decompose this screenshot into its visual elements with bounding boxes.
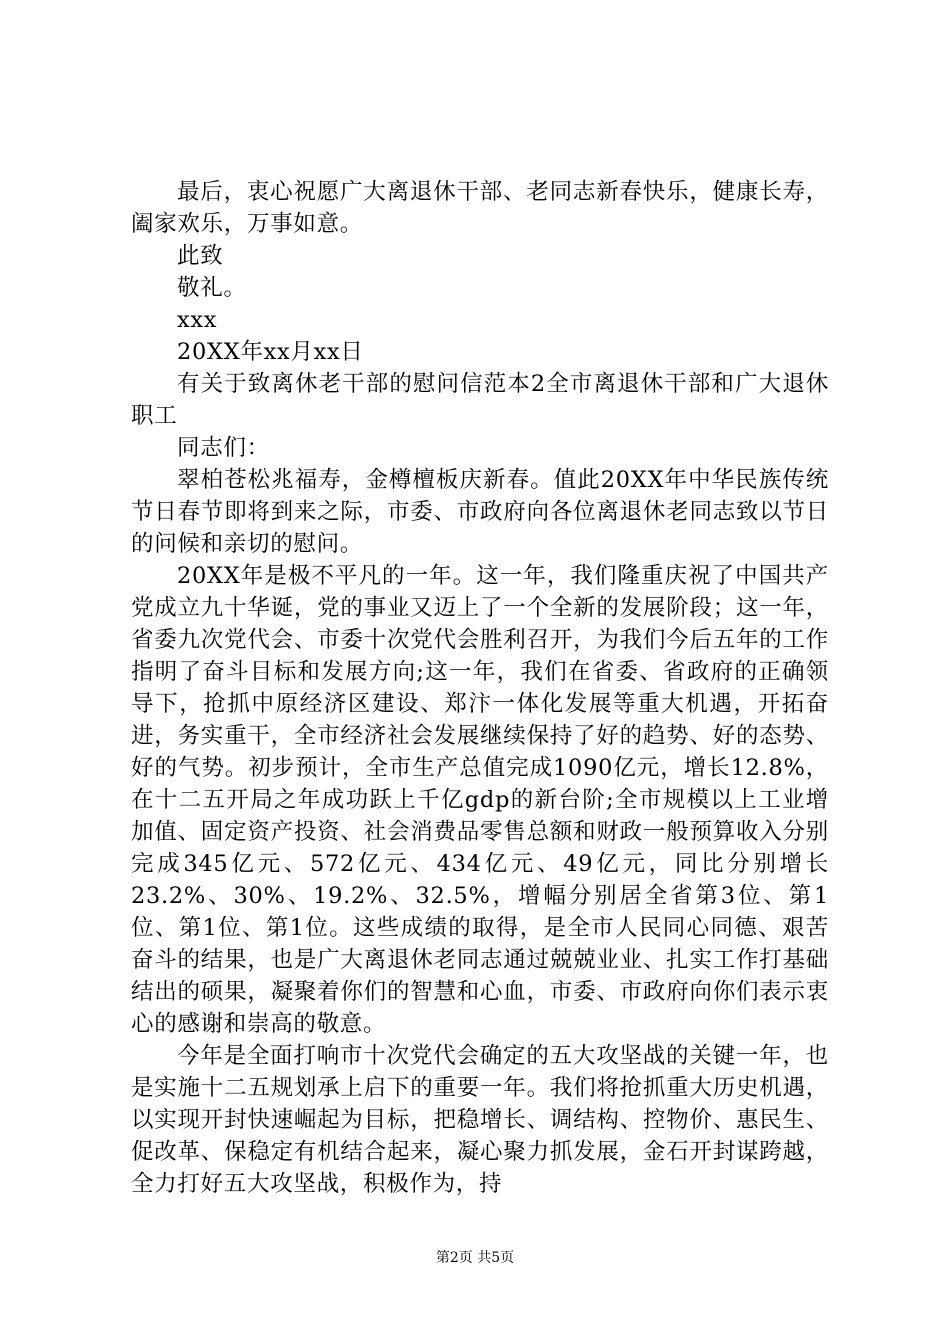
paragraph-salutation-jing-li: 敬礼。 [177,275,247,301]
paragraph-outlook: 今年是全面打响市十次党代会确定的五大攻坚战的关键一年，也是实施十二五规划承上启下的重要一年。我们将抢抓重大历史机遇，以实现开封快速崛起为目标，把稳增长、调结构、控物价、惠民生、促改革、保稳定有机结合起来，凝心聚力抓发展，金石开封谋跨越，全力打好五大攻坚战，积极作为，持 [131,1043,829,1197]
paragraph-greeting: 同志们： [177,435,270,461]
paragraph-salutation-ci-zhi: 此致 [177,243,224,269]
paragraph-date: 20XX年xx月xx日 [177,339,364,365]
paragraph-review: 20XX年是极不平凡的一年。这一年，我们隆重庆祝了中国共产党成立九十华诞，党的事业又迈上了一个全新的发展阶段；这一年，省委九次党代会、市委十次党代会胜利召开，为我们今后五年的工作指明了奋斗目标和发展方向;这一年，我们在省委、省政府的正确领导下，抢抓中原经济区建设、郑汴一体化发展等重大机遇，开拓奋进，务实重干，全市经济社会发展继续保持了好的趋势、好的态势、好的气势。初步预计，全市生产总值完成1090亿元，增长12.8%，在十二五开局之年成功跃上千亿gdp的新台阶;全市规模以上工业增加值、固定资产投资、社会消费品零售总额和财政一般预算收入分别完成345亿元、572亿元、434亿元、49亿元，同比分别增长23.2%、30%、19.2%、32.5%，增幅分别居全省第3位、第1位、第1位、第1位。这些成绩的取得，是全市人民同心同德、艰苦奋斗的结果，也是广大离退休老同志通过兢兢业业、扎实工作打基础结出的硕果，凝聚着你们的智慧和心血，市委、市政府向你们表示衷心的感谢和崇高的敬意。 [131,563,829,1037]
document-body [131,176,829,1200]
paragraph-closing-wishes: 最后，衷心祝愿广大离退休干部、老同志新春快乐，健康长寿，阖家欢乐，万事如意。 [131,179,829,237]
paragraph-signature: xxx [177,307,218,333]
page-number-footer: 第2页 共5页 [435,1250,515,1266]
paragraph-letter-title: 有关于致离休老干部的慰问信范本2全市离退休干部和广大退休职工 [131,371,829,429]
paragraph-opening: 翠柏苍松兆福寿，金樽檀板庆新春。值此20XX年中华民族传统节日春节即将到来之际，市委、市政府向各位离退休老同志致以节日的问候和亲切的慰问。 [131,467,829,557]
